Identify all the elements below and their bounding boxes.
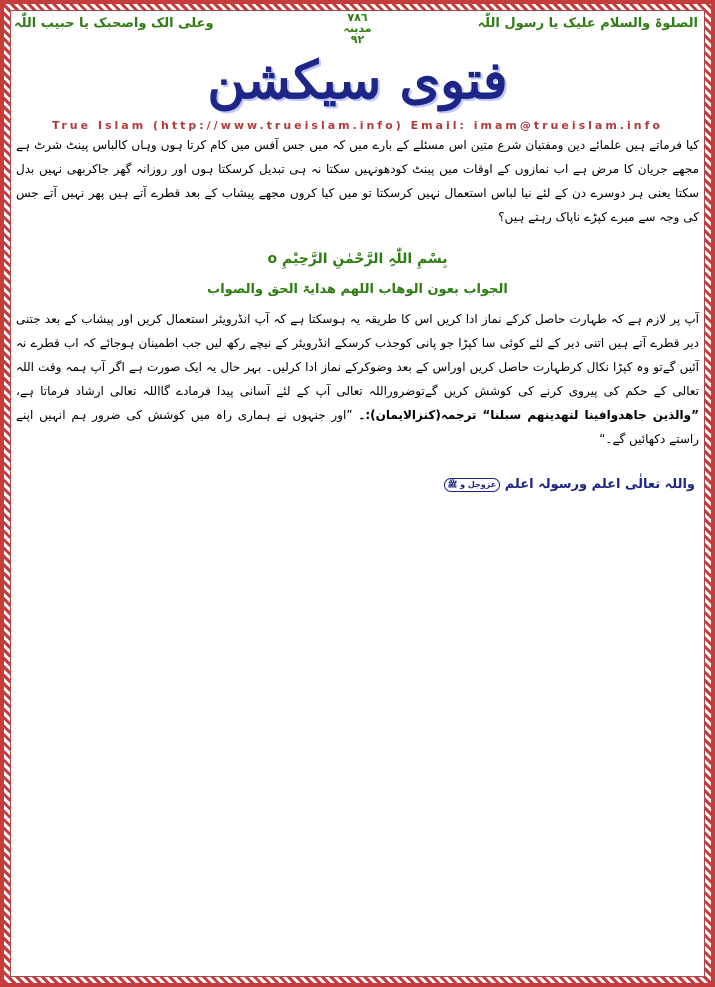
bismillah: بِسْمِ اللّٰہِ الرَّحْمٰنِ الرَّحِیْمِ o bbox=[267, 251, 448, 267]
translation-label: ترجمہ(کنزالایمان):۔ bbox=[358, 408, 477, 422]
salutation-left: وعلی الک واصحبک یا حبیب اللّٰہ bbox=[14, 16, 214, 31]
page-title: فتوی سیکشن bbox=[207, 50, 508, 111]
center-mark-number-2: ٩٢ bbox=[350, 33, 365, 46]
center-mark bbox=[328, 12, 388, 45]
quran-quote: ”والذین جاھدوافینا لنھدینھم سبلنا“ bbox=[482, 408, 699, 422]
salutation-right: الصلوۃ والسلام علیک یا رسول اللّٰہ bbox=[477, 16, 698, 31]
salutation-bar bbox=[11, 13, 704, 49]
closing-text: واللہ تعالٰی اعلم ورسولہ اعلم bbox=[504, 477, 695, 492]
center-mark-number: ٧٨٦ bbox=[347, 11, 368, 24]
center-mark-word: مدینہ bbox=[343, 22, 372, 35]
page-content bbox=[10, 10, 705, 977]
question-text: کیا فرماتے ہیں علمائے دین ومفتیان شرع متین اس مسئلے کے بارے میں کہ میں جس آفس میں کام کرتا ہوں وہاں کالباس پینٹ شرٹ ہے مجھے جریان کا مرض ہے اب نمازوں کے اوقات میں پینٹ کودھونہیں سکتا نہ ہی تبدیل کرسکتا ہوں اور روزانہ گھر جاکربھی نہیں بدل سکتا یعنی ہر دوسرے دن کے لئے نیا لباس استعمال نہیں کرسکتا تو میں کیا کروں مجھے پیشاب کے بعد قطرے آتے ہیں پھر نہیں آتے جس کی وجہ سے میرے کپڑے ناپاک رہتے ہیں؟ bbox=[16, 138, 699, 224]
answer-text bbox=[16, 307, 699, 451]
site-contact-line: True Islam (http://www.trueislam.info) Email: imam@trueislam.info bbox=[52, 119, 663, 132]
closing-line bbox=[440, 477, 695, 492]
honorific-seal: عزوجل و ﷺ bbox=[444, 478, 501, 492]
answer-body: آپ پر لازم ہے کہ طہارت حاصل کرکے نماز ادا کریں اس کا طریقہ یہ ہوسکتا ہے کہ آپ انڈرویئر استعمال کریں اور پیشاب کے بعد جتنی دیر قطرے آتے ہیں اتنی دیر کے لئے کوئی سا کپڑا جو پانی کوجذب کرسکے انڈرویئر کے نیچے رکھ لیں جب اطمینان ہوجائے کہ اب قطرے نہ آئیں گےتو وہ کپڑا نکال کرطہارت حاصل کریں اوراس کے بعد وضوکرکے نماز ادا کرلیں۔ بہر حال یہ ایک صورت ہے اگر آپ ہمہ وقت اللہ تعالی کے حکم کی پیروی کرنے کی کوشش کریں گےتوضروراللہ تعالی آپ کے لئے آسانی پیدا فرمادے گااللہ تعالی ارشاد فرماتا ہے، bbox=[16, 312, 699, 398]
translation-text: ”اور جنہوں نے ہماری راہ میں کوشش کی ضرور ہم انہیں اپنے راستے دکھائیں گے۔“ bbox=[16, 408, 699, 446]
answer-heading: الجواب بعون الوھاب اللھم ھدایۃ الحق والصواب bbox=[207, 282, 508, 297]
